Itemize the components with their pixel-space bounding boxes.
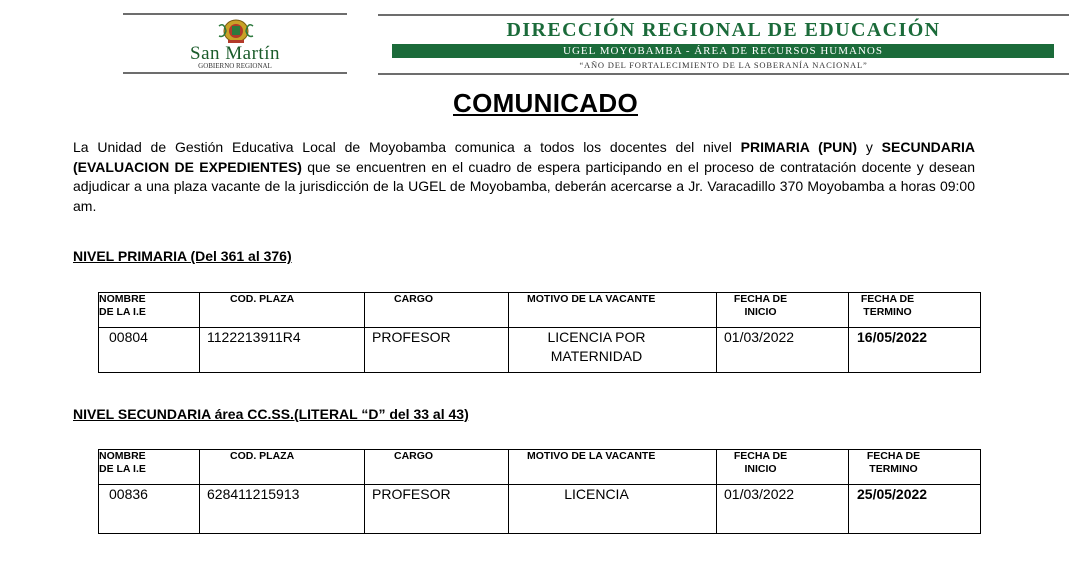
col-fecha-termino — [849, 293, 981, 328]
gobierno-regional-logo — [123, 13, 347, 74]
cell-motivo-line2: MATERNIDAD — [550, 348, 643, 364]
section-heading-secundaria: NIVEL SECUNDARIA área CC.SS.(LITERAL “D” del 33 al 43) — [73, 406, 469, 422]
intro-text-2: y — [857, 139, 882, 155]
col-cod-plaza: COD. PLAZA — [200, 450, 365, 485]
col-nombre — [99, 450, 200, 485]
section-heading-primaria: NIVEL PRIMARIA (Del 361 al 376) — [73, 248, 292, 264]
col-fecha-inicio — [717, 450, 849, 485]
cell-cargo: PROFESOR — [365, 328, 509, 373]
document-header — [0, 0, 1091, 80]
table-row — [99, 485, 981, 534]
col-nombre-line1: NOMBRE — [99, 450, 146, 462]
logo-top-rule — [123, 13, 347, 15]
logo-name: San Martín — [190, 43, 280, 64]
table-header-row — [99, 450, 981, 485]
col-fecha-inicio-line1: FECHA DE — [733, 293, 788, 305]
intro-bold-primaria: PRIMARIA (PUN) — [740, 139, 858, 155]
cell-nombre: 00836 — [99, 485, 200, 534]
col-cargo: CARGO — [365, 450, 509, 485]
cell-cod-plaza: 1122213911R4 — [200, 328, 365, 373]
cell-fecha-termino: 16/05/2022 — [849, 328, 981, 373]
col-fecha-inicio-line2: INICIO — [744, 306, 777, 318]
col-motivo: MOTIVO DE LA VACANTE — [509, 450, 717, 485]
col-nombre — [99, 293, 200, 328]
col-fecha-termino-line1: FECHA DE — [860, 293, 915, 305]
intro-text-3: que se encuentren en el cuadro de espera participando en el proceso de contratación docente y desean adjudicar a una plaza vacante de la jurisdicción de la UGEL de Moyobamba, deberán acercarse a Jr. Varacadillo 370 Moyobamba a horas 09:00 am. — [73, 158, 975, 214]
col-fecha-termino-line2: TERMINO — [869, 463, 918, 475]
page-title: COMUNICADO — [453, 88, 638, 118]
logo-bottom-rule — [123, 72, 347, 74]
ugel-band: UGEL MOYOBAMBA - ÁREA DE RECURSOS HUMANOS — [392, 44, 1054, 58]
banner-bottom-rule — [378, 73, 1069, 75]
cell-motivo-line1: LICENCIA POR — [547, 329, 646, 345]
cell-cargo: PROFESOR — [365, 485, 509, 534]
cell-motivo — [509, 328, 717, 373]
intro-text-1: La Unidad de Gestión Educativa Local de Moyobamba comunica a todos los docentes del nivel — [73, 139, 741, 155]
dre-title: DIRECCIÓN REGIONAL DE EDUCACIÓN — [506, 19, 941, 41]
col-fecha-termino — [849, 450, 981, 485]
col-fecha-inicio-line1: FECHA DE — [733, 450, 788, 462]
col-cod-plaza: COD. PLAZA — [200, 293, 365, 328]
intro-paragraph — [73, 138, 975, 216]
col-fecha-inicio — [717, 293, 849, 328]
table-row — [99, 328, 981, 373]
vacancy-table-secundaria — [98, 449, 981, 534]
col-nombre-line2: DE LA I.E — [99, 463, 146, 475]
banner-top-rule — [378, 14, 1069, 16]
col-nombre-line1: NOMBRE — [99, 293, 146, 305]
cell-motivo: LICENCIA — [509, 485, 717, 534]
col-fecha-termino-line1: FECHA DE — [866, 450, 921, 462]
col-fecha-inicio-line2: INICIO — [744, 463, 777, 475]
col-nombre-line2: DE LA I.E — [99, 306, 146, 318]
coat-of-arms-icon — [215, 18, 257, 44]
cell-fecha-inicio: 01/03/2022 — [717, 485, 849, 534]
cell-fecha-termino: 25/05/2022 — [849, 485, 981, 534]
logo-subtitle: GOBIERNO REGIONAL — [198, 62, 272, 70]
col-motivo: MOTIVO DE LA VACANTE — [509, 293, 717, 328]
dre-banner — [378, 14, 1069, 75]
cell-nombre: 00804 — [99, 328, 200, 373]
vacancy-table-primaria — [98, 292, 981, 373]
col-cargo: CARGO — [365, 293, 509, 328]
cell-fecha-inicio: 01/03/2022 — [717, 328, 849, 373]
year-motto: “AÑO DEL FORTALECIMIENTO DE LA SOBERANÍA NACIONAL” — [579, 60, 868, 70]
cell-cod-plaza: 628411215913 — [200, 485, 365, 534]
intro-bold-secundaria: SECUNDARIA (EVALUACION DE EXPEDIENTES) — [73, 139, 976, 175]
table-header-row — [99, 293, 981, 328]
col-fecha-termino-line2: TERMINO — [863, 306, 912, 318]
